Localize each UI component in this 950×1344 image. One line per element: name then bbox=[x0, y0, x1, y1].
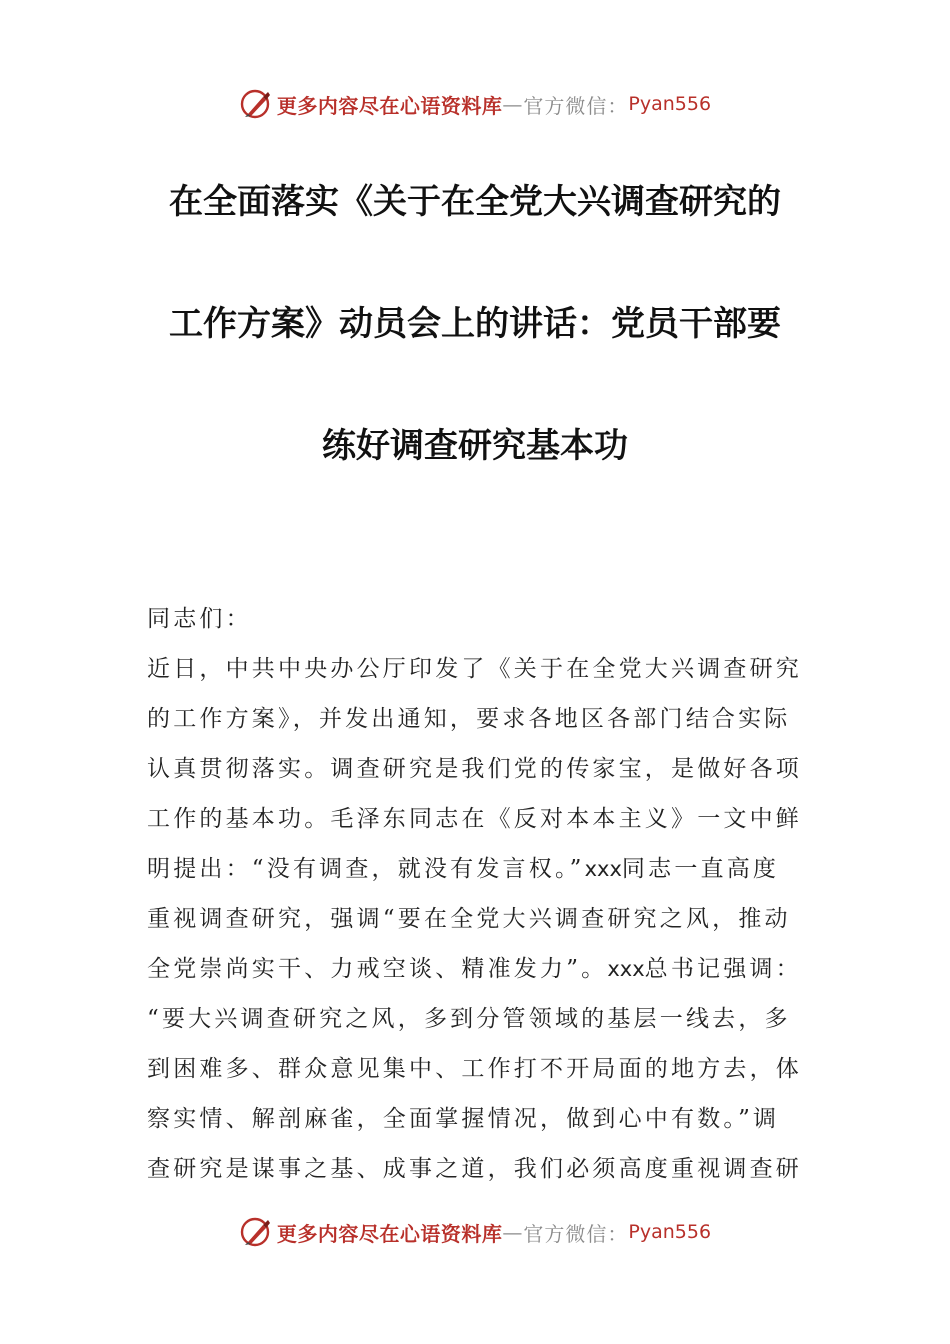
watermark-main-text: 更多内容尽在心语资料库 bbox=[276, 93, 503, 118]
watermark-main-text: 更多内容尽在心语资料库 bbox=[276, 1221, 503, 1246]
body-line: 工作的基本功。毛泽东同志在《反对本本主义》一文中鲜 bbox=[147, 806, 802, 832]
watermark-sub-text: 官方微信： bbox=[523, 1221, 629, 1246]
body-line bbox=[147, 944, 807, 994]
placeholder-name: xxx bbox=[607, 957, 645, 981]
body-line: 查研究是谋事之基、成事之道，我们必须高度重视调查研 bbox=[147, 1156, 802, 1182]
body-line: 重视调查研究，强调“要在全党大兴调查研究之风，推动 bbox=[147, 906, 791, 932]
body-line: 察实情、解剖麻雀，全面掌握情况，做到心中有数。”调 bbox=[147, 1106, 780, 1132]
watermark-dash: — bbox=[502, 1220, 524, 1244]
greeting: 同志们： bbox=[147, 606, 252, 632]
body-line: 认真贯彻落实。调查研究是我们党的传家宝，是做好各项 bbox=[147, 756, 802, 782]
watermark-wechat-id: Pyan556 bbox=[628, 93, 712, 115]
document-title-line-3: 练好调查研究基本功 bbox=[322, 426, 628, 466]
document-title-line-1: 在全面落实《关于在全党大兴调查研究的 bbox=[169, 182, 781, 222]
body-paragraph bbox=[147, 644, 807, 1194]
placeholder-name: xxx bbox=[584, 857, 622, 881]
pen-logo-icon bbox=[239, 87, 273, 121]
watermark-dash: — bbox=[502, 92, 524, 116]
watermark-header bbox=[0, 84, 950, 124]
watermark-sub-text: 官方微信： bbox=[523, 93, 629, 118]
document-title-line-2: 工作方案》动员会上的讲话：党员干部要 bbox=[169, 304, 781, 344]
watermark-footer bbox=[0, 1212, 950, 1252]
body-line: 近日，中共中央办公厅印发了《关于在全党大兴调查研究 bbox=[147, 656, 802, 682]
pen-logo-icon bbox=[239, 1215, 273, 1249]
body-line-part: 总书记强调： bbox=[644, 956, 802, 982]
body-line: 的工作方案》，并发出通知，要求各地区各部门结合实际 bbox=[147, 706, 791, 732]
body-line-part: 同志一直高度 bbox=[621, 856, 780, 882]
body-line-part: 全党崇尚实干、力戒空谈、精准发力”。 bbox=[147, 956, 608, 982]
body-line: 到困难多、群众意见集中、工作打不开局面的地方去，体 bbox=[147, 1056, 802, 1082]
body-line: “要大兴调查研究之风，多到分管领域的基层一线去，多 bbox=[147, 1006, 791, 1032]
watermark-wechat-id: Pyan556 bbox=[628, 1221, 712, 1243]
body-line-part: 明提出：“没有调查，就没有发言权。” bbox=[147, 856, 585, 882]
body-line bbox=[147, 844, 807, 894]
